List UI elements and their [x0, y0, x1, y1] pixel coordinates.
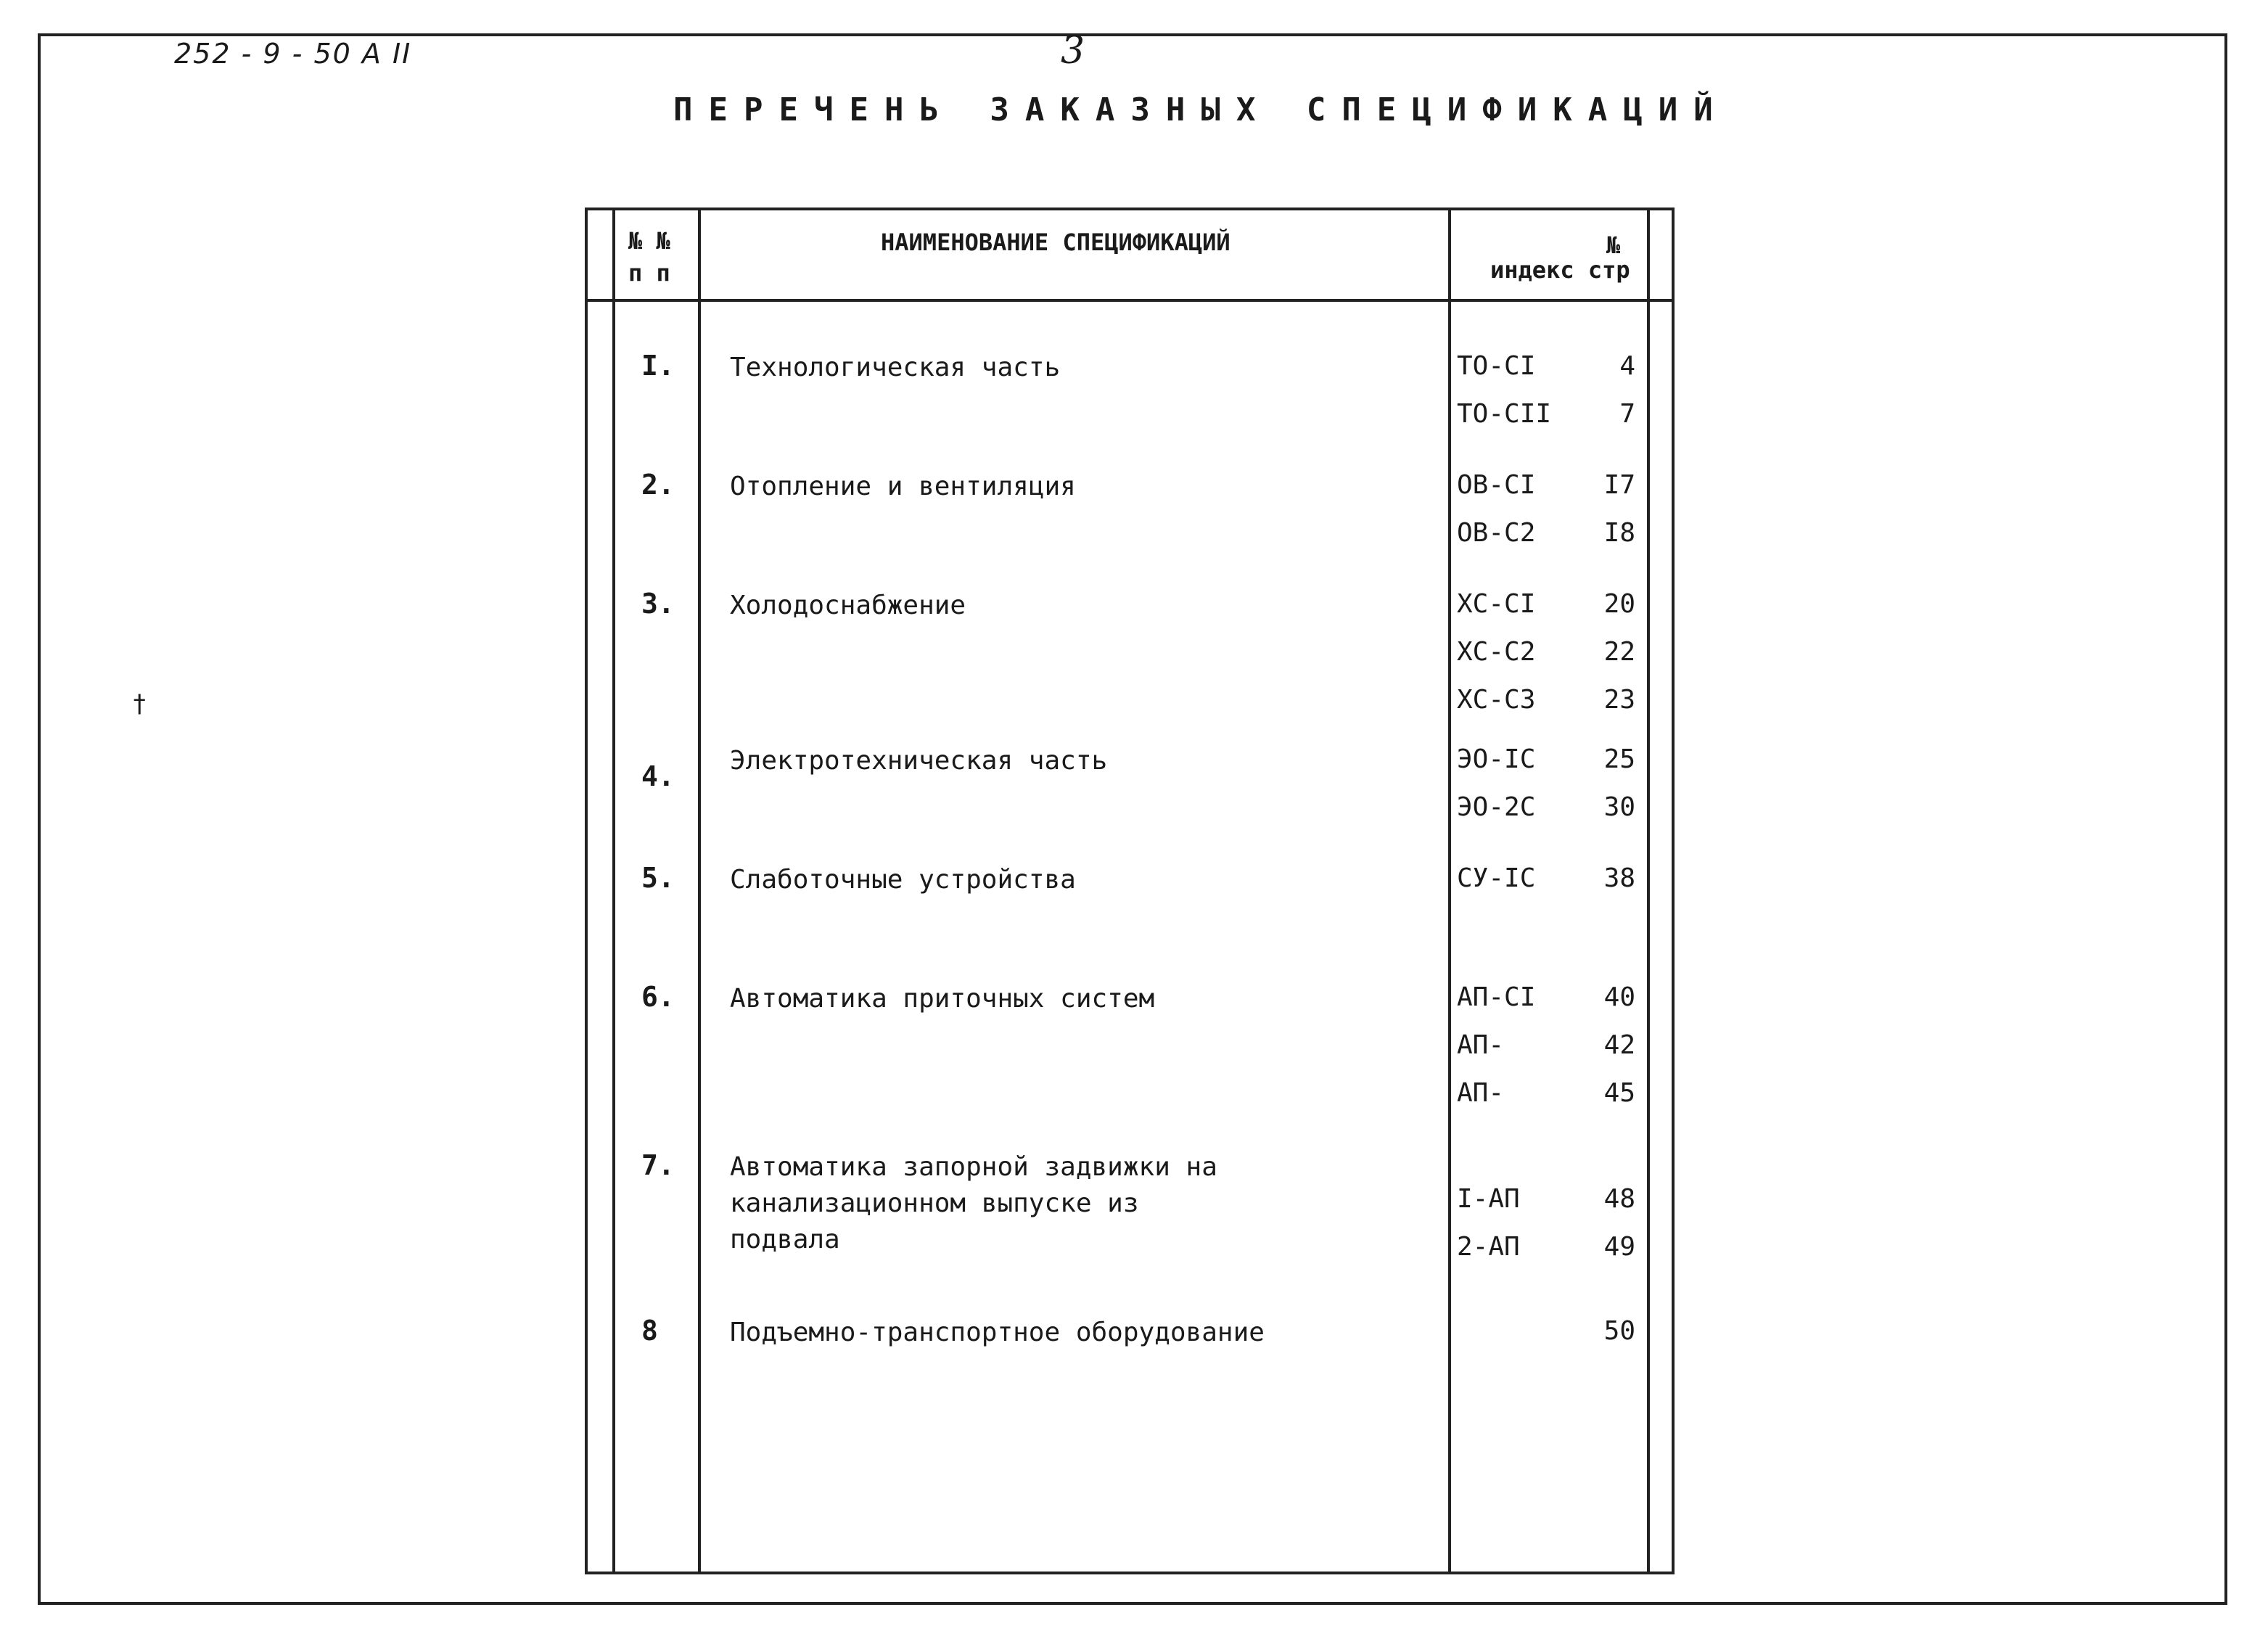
- row-index: I-АП: [1457, 1184, 1520, 1214]
- row-page: 49: [1603, 1232, 1635, 1262]
- page-number: 3: [1061, 29, 1085, 73]
- row-index: ХС-С3: [1457, 685, 1536, 715]
- row-index: ХС-С2: [1457, 637, 1536, 667]
- document-stamp: 252 - 9 - 50 А II: [174, 38, 412, 70]
- row-number: 4.: [641, 760, 675, 792]
- row-index: ТО-СII: [1457, 399, 1552, 429]
- header-num-line2: п п: [628, 259, 670, 287]
- header-num-line1: № №: [628, 227, 670, 255]
- document-title: ПЕРЕЧЕНЬ ЗАКАЗНЫХ СПЕЦИФИКАЦИЙ: [673, 91, 1729, 128]
- row-index: ОВ-СI: [1457, 470, 1536, 500]
- header-index-page: индекс стр: [1490, 256, 1630, 284]
- row-index: ТО-СI: [1457, 351, 1536, 381]
- row-index: АП-СI: [1457, 982, 1536, 1012]
- row-page: 38: [1603, 863, 1635, 893]
- row-index: ЭО-2С: [1457, 792, 1536, 822]
- row-page: 48: [1603, 1184, 1635, 1214]
- table-header-line: [588, 299, 1672, 302]
- row-name: Технологическая часть: [730, 353, 1061, 382]
- row-page: 50: [1603, 1316, 1635, 1346]
- row-name: Отопление и вентиляция: [730, 472, 1076, 501]
- header-name: НАИМЕНОВАНИЕ СПЕЦИФИКАЦИЙ: [881, 229, 1230, 256]
- table-border-line: [612, 210, 615, 1572]
- row-name: Холодоснабжение: [730, 591, 966, 620]
- row-index: ХС-СI: [1457, 589, 1536, 619]
- table-column-line: [1448, 210, 1451, 1572]
- row-page: I8: [1603, 518, 1635, 548]
- row-name: Подъемно-транспортное оборудование: [730, 1318, 1265, 1347]
- row-name: Слаботочные устройства: [730, 865, 1076, 895]
- margin-mark: †: [132, 689, 147, 718]
- row-page: 20: [1603, 589, 1635, 619]
- row-index: СУ-IС: [1457, 863, 1536, 893]
- row-page: 42: [1603, 1030, 1635, 1060]
- row-number: 2.: [641, 469, 675, 501]
- row-page: 40: [1603, 982, 1635, 1012]
- row-page: 4: [1619, 351, 1635, 381]
- row-number: 6.: [641, 981, 675, 1013]
- row-index: АП-: [1457, 1078, 1505, 1108]
- row-page: 25: [1603, 744, 1635, 774]
- row-name: Электротехническая часть: [730, 746, 1108, 776]
- row-page: 23: [1603, 685, 1635, 715]
- row-index: АП-: [1457, 1030, 1505, 1060]
- row-page: 22: [1603, 637, 1635, 667]
- row-number: I.: [641, 350, 675, 382]
- row-number: 3.: [641, 588, 675, 620]
- row-number: 7.: [641, 1149, 675, 1181]
- row-page: I7: [1603, 470, 1635, 500]
- row-index: 2-АП: [1457, 1232, 1520, 1262]
- row-number: 5.: [641, 862, 675, 894]
- table-border-line: [1647, 210, 1650, 1572]
- row-page: 45: [1603, 1078, 1635, 1108]
- row-index: ОВ-С2: [1457, 518, 1536, 548]
- row-name: Автоматика приточных систем: [730, 984, 1155, 1014]
- table-column-line: [698, 210, 701, 1572]
- row-page: 30: [1603, 792, 1635, 822]
- row-name: Автоматика запорной задвижки на канализационном выпуске из подвала: [730, 1152, 1217, 1254]
- row-number: 8: [641, 1315, 658, 1347]
- header-page-num: №: [1606, 231, 1621, 259]
- row-page: 7: [1619, 399, 1635, 429]
- row-index: ЭО-IС: [1457, 744, 1536, 774]
- specifications-table: [585, 208, 1675, 1574]
